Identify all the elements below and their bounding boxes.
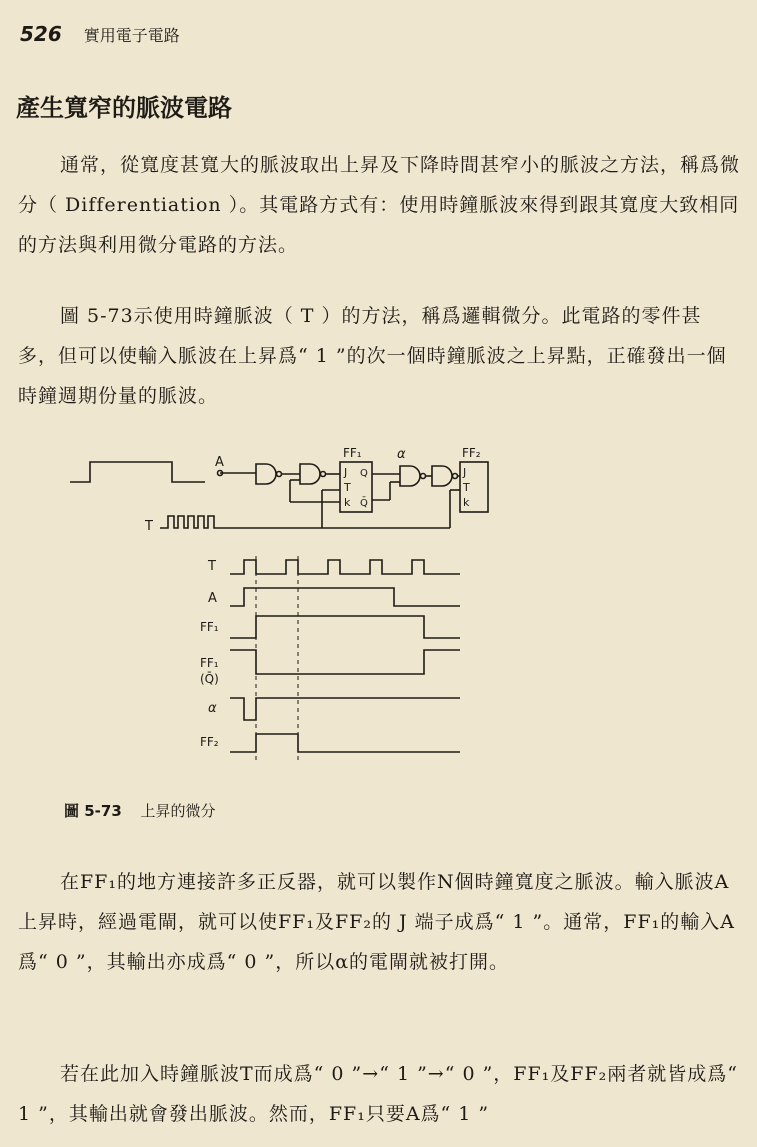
nand-gate-4 xyxy=(432,466,452,486)
timing-label-t: T xyxy=(208,559,216,574)
svg-text:T: T xyxy=(344,481,351,494)
timing-label-ff2: FF₂ xyxy=(200,735,219,749)
svg-text:T: T xyxy=(463,481,470,494)
figure-caption xyxy=(64,800,216,821)
clock-t-label: T xyxy=(145,519,153,534)
running-header xyxy=(20,22,180,46)
section-title: 產生寬窄的脈波電路 xyxy=(16,94,232,122)
nand-gate-3 xyxy=(400,466,420,486)
input-a-label: A xyxy=(215,455,224,470)
page-number: 526 xyxy=(20,22,62,46)
paragraph-4: 若在此加入時鐘脈波T而成爲“ 0 ”→“ 1 ”→“ 0 ”，FF₁及FF₂兩者就皆成爲“ 1 ”，其輸出就會發出脈波。然而，FF₁只要A爲“ 1 ” xyxy=(18,1063,738,1125)
svg-text:k: k xyxy=(344,496,351,509)
nand-gate-1 xyxy=(256,464,276,484)
paragraph-3: 在FF₁的地方連接許多正反器，就可以製作N個時鐘寬度之脈波。輸入脈波A上昇時，經過電閘，就可以使FF₁及FF₂的 J 端子成爲“ 1 ”。通常，FF₁的輸入A爲“ 0 ”，其輸出亦成爲“ 0 ”，所以α的電閘就被打開。 xyxy=(18,871,735,973)
alpha-label: α xyxy=(397,447,406,462)
figure-caption-text: 上昇的微分 xyxy=(140,802,216,820)
svg-text:k: k xyxy=(463,496,470,509)
timing-label-alpha: α xyxy=(208,701,217,716)
svg-text:Q̄: Q̄ xyxy=(360,498,368,509)
ff2-label: FF₂ xyxy=(462,446,481,460)
input-pulse-waveform xyxy=(70,462,205,482)
svg-text:J: J xyxy=(344,466,348,479)
ff1-label: FF₁ xyxy=(343,446,362,460)
svg-text:Q: Q xyxy=(360,468,368,479)
figure-5-73-diagram xyxy=(60,440,490,802)
timing-label-qbar: (Q̄) xyxy=(200,672,219,686)
figure-number: 圖 5-73 xyxy=(64,802,122,820)
paragraph-1: 通常，從寬度甚寬大的脈波取出上昇及下降時間甚窄小的脈波之方法，稱爲微分（ Differentiation ）。其電路方式有：使用時鐘脈波來得到跟其寬度大致相同的方法與利用微分電路的方法。 xyxy=(18,154,741,256)
nand-gate-2 xyxy=(300,464,320,484)
timing-label-ff1: FF₁ xyxy=(200,620,219,634)
book-title: 實用電子電路 xyxy=(83,26,180,45)
timing-diagram xyxy=(200,556,460,760)
svg-text:J: J xyxy=(463,466,467,479)
timing-label-a: A xyxy=(208,591,217,606)
clock-waveform-small xyxy=(160,516,220,528)
timing-label-ff1-qbar: FF₁ xyxy=(200,656,219,670)
paragraph-2: 圖 5-73示使用時鐘脈波（ T ）的方法，稱爲邏輯微分。此電路的零件甚多，但可以使輸入脈波在上昇爲“ 1 ”的次一個時鐘脈波之上昇點，正確發出一個時鐘週期份量的脈波。 xyxy=(18,305,727,407)
